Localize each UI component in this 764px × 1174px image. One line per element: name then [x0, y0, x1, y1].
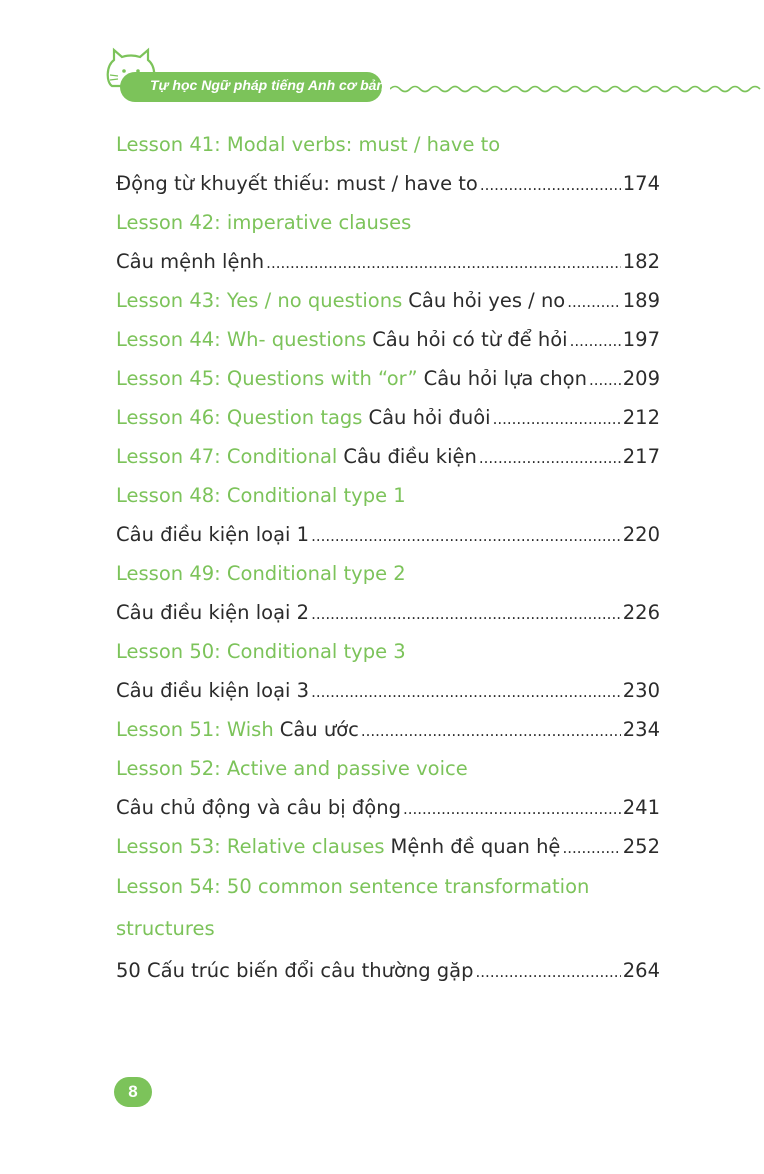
lesson-title: Lesson 41: Modal verbs: must / have to	[116, 133, 501, 156]
toc-row	[116, 476, 660, 515]
toc-row	[116, 554, 660, 593]
toc-row	[116, 437, 660, 476]
page-reference: 189	[622, 289, 660, 312]
lesson-title: Lesson 42: imperative clauses	[116, 211, 412, 234]
toc-row	[116, 203, 660, 242]
toc-row	[116, 320, 660, 359]
dot-leader	[476, 951, 621, 993]
dot-leader	[567, 283, 621, 322]
toc-row	[116, 710, 660, 749]
lesson-title: Lesson 54: 50 common sentence transformation	[116, 875, 590, 898]
toc-row	[116, 593, 660, 632]
toc-row	[116, 788, 660, 827]
entry-description: Câu hỏi đuôi	[368, 406, 491, 429]
toc-row	[116, 866, 660, 908]
lesson-title: Lesson 48: Conditional type 1	[116, 484, 406, 507]
toc-row	[116, 908, 660, 950]
page-reference: 264	[622, 959, 660, 982]
entry-description: Câu chủ động và câu bị động	[116, 796, 401, 819]
entry-description: Động từ khuyết thiếu: must / have to	[116, 172, 478, 195]
entry-description: Câu hỏi có từ để hỏi	[372, 328, 568, 351]
lesson-title: Lesson 45: Questions with “or”	[116, 367, 418, 390]
page-reference: 182	[622, 250, 660, 273]
entry-description: Mệnh đề quan hệ	[390, 835, 561, 858]
entry-description: Câu ước	[279, 718, 359, 741]
dot-leader	[311, 517, 621, 556]
table-of-contents	[116, 125, 660, 992]
entry-description: Câu hỏi yes / no	[408, 289, 566, 312]
toc-row	[116, 242, 660, 281]
entry-description: 50 Cấu trúc biến đổi câu thường gặp	[116, 959, 474, 982]
header-title: Tự học Ngữ pháp tiếng Anh cơ bản	[150, 77, 385, 93]
toc-row	[116, 671, 660, 710]
toc-row	[116, 515, 660, 554]
toc-row	[116, 281, 660, 320]
lesson-title: Lesson 50: Conditional type 3	[116, 640, 406, 663]
dot-leader	[311, 595, 621, 634]
page-reference: 220	[622, 523, 660, 546]
wave-divider	[390, 82, 764, 96]
toc-row	[116, 749, 660, 788]
entry-description: Câu hỏi lựa chọn	[423, 367, 587, 390]
dot-leader	[266, 244, 621, 283]
entry-description: Câu điều kiện loại 3	[116, 679, 310, 702]
lesson-title: Lesson 44: Wh- questions	[116, 328, 367, 351]
lesson-title: Lesson 43: Yes / no questions	[116, 289, 403, 312]
page-reference: 252	[622, 835, 660, 858]
page-number-badge: 8	[114, 1077, 152, 1107]
lesson-title: Lesson 46: Question tags	[116, 406, 363, 429]
toc-row	[116, 632, 660, 671]
dot-leader	[479, 439, 621, 478]
toc-row	[116, 950, 660, 992]
toc-row	[116, 125, 660, 164]
page-reference: 197	[622, 328, 660, 351]
entry-description: Câu điều kiện loại 1	[116, 523, 310, 546]
page-reference: 230	[622, 679, 660, 702]
page-reference: 174	[622, 172, 660, 195]
lesson-title: Lesson 47: Conditional	[116, 445, 338, 468]
lesson-title: Lesson 52: Active and passive voice	[116, 757, 468, 780]
page-reference: 212	[622, 406, 660, 429]
page-reference: 234	[622, 718, 660, 741]
page-reference: 226	[622, 601, 660, 624]
lesson-title: structures	[116, 917, 215, 940]
toc-row	[116, 164, 660, 203]
lesson-title: Lesson 53: Relative clauses	[116, 835, 385, 858]
page-reference: 241	[622, 796, 660, 819]
dot-leader	[480, 166, 621, 205]
page-reference: 209	[622, 367, 660, 390]
toc-row	[116, 398, 660, 437]
entry-description: Câu điều kiện	[343, 445, 477, 468]
lesson-title: Lesson 49: Conditional type 2	[116, 562, 406, 585]
dot-leader	[403, 790, 621, 829]
dot-leader	[589, 361, 621, 400]
page-header	[0, 0, 764, 120]
page-reference: 217	[622, 445, 660, 468]
lesson-title: Lesson 51: Wish	[116, 718, 274, 741]
entry-description: Câu điều kiện loại 2	[116, 601, 310, 624]
toc-row	[116, 827, 660, 866]
entry-description: Câu mệnh lệnh	[116, 250, 265, 273]
dot-leader	[361, 712, 621, 751]
dot-leader	[562, 829, 620, 868]
dot-leader	[311, 673, 621, 712]
toc-row	[116, 359, 660, 398]
dot-leader	[570, 322, 621, 361]
dot-leader	[493, 400, 621, 439]
